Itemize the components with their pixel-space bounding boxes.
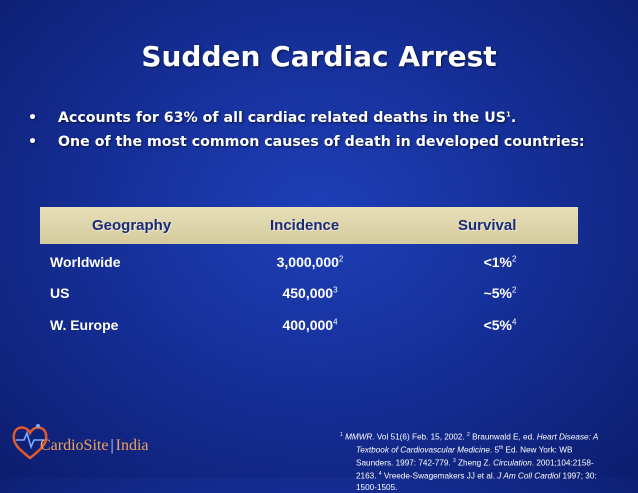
reference-line	[340, 456, 625, 469]
bullet-item	[28, 110, 628, 126]
reference-line	[340, 469, 625, 482]
logo-brand: CardioSite	[40, 437, 109, 454]
bullet-list	[28, 110, 628, 158]
ref-text: Vol 51(6) Feb. 15, 2002.	[374, 432, 468, 442]
ref-number: 2	[467, 432, 470, 438]
ref-number: 1	[340, 432, 343, 438]
footnote-ref: 2	[511, 285, 517, 295]
survival-value: <1%	[483, 254, 512, 270]
survival-value: ~5%	[483, 285, 512, 301]
header-survival: Survival	[458, 217, 517, 234]
ref-text: Ed. New York: WB	[503, 445, 573, 455]
cell-geography: W. Europe	[50, 317, 119, 333]
reference-line	[340, 483, 625, 493]
table-row	[40, 254, 578, 274]
ref-text: . 5	[489, 445, 500, 455]
journal-name: Circulation	[493, 459, 532, 469]
table-row	[40, 317, 578, 337]
bullet-item	[28, 134, 628, 150]
cell-survival	[430, 254, 570, 270]
header-geography: Geography	[92, 217, 172, 234]
cell-incidence	[240, 317, 380, 333]
table-row	[40, 285, 578, 305]
table-header-row	[40, 207, 578, 244]
cell-geography: Worldwide	[50, 254, 121, 270]
ref-number: 4	[378, 471, 382, 478]
incidence-value: 3,000,000	[276, 254, 339, 270]
references	[340, 430, 625, 493]
journal-name: MMWR.	[345, 432, 375, 442]
ref-number: 3	[452, 458, 456, 465]
bullet-dot-icon: •	[28, 134, 38, 150]
ref-text: Braunwald E, ed.	[469, 432, 537, 442]
cell-survival	[430, 317, 570, 333]
logo-wordmark	[40, 437, 149, 455]
reference-line	[340, 443, 625, 456]
footnote-ref: 2	[511, 254, 517, 264]
cell-survival	[430, 285, 570, 301]
cardiosite-logo	[10, 420, 149, 464]
cell-incidence	[240, 285, 380, 301]
ref-text: 1500-1505.	[356, 482, 398, 492]
ref-text: 2163.	[356, 472, 379, 482]
bullet-text: One of the most common causes of death in developed countries:	[58, 134, 585, 150]
book-title: Textbook of Cardiovascular Medicine	[356, 445, 490, 455]
footnote-ref: 3	[333, 285, 338, 295]
ref-text: Saunders. 1997: 742-779.	[356, 459, 453, 469]
logo-region: India	[115, 437, 149, 454]
bullet-footnote-ref: 1	[505, 110, 511, 119]
incidence-value: 450,000	[282, 285, 334, 301]
ref-text: . 2001;104:2158-	[531, 459, 594, 469]
bullet-dot-icon: •	[28, 110, 38, 126]
journal-name: J Am Coll Cardiol	[497, 472, 561, 482]
cell-incidence	[240, 254, 380, 270]
ref-text: 1997; 30:	[560, 472, 597, 482]
footnote-ref: 2	[338, 254, 344, 264]
footnote-ref: 4	[511, 317, 517, 327]
logo-separator: |	[110, 437, 114, 454]
cell-geography: US	[50, 285, 70, 301]
incidence-value: 400,000	[282, 317, 334, 333]
ref-text: Vreede-Swagemakers JJ et al.	[381, 472, 498, 482]
header-incidence: Incidence	[270, 217, 340, 234]
ordinal-suffix: th	[499, 445, 504, 452]
ref-text: Zheng Z.	[455, 459, 494, 469]
reference-line	[340, 430, 625, 443]
book-title: Heart Disease: A	[536, 432, 599, 442]
slide-title: Sudden Cardiac Arrest	[141, 40, 497, 73]
bullet-text: Accounts for 63% of all cardiac related deaths in the US	[58, 110, 506, 126]
footnote-ref: 4	[333, 317, 338, 327]
survival-value: <5%	[483, 317, 512, 333]
bullet-tail: .	[510, 110, 517, 126]
